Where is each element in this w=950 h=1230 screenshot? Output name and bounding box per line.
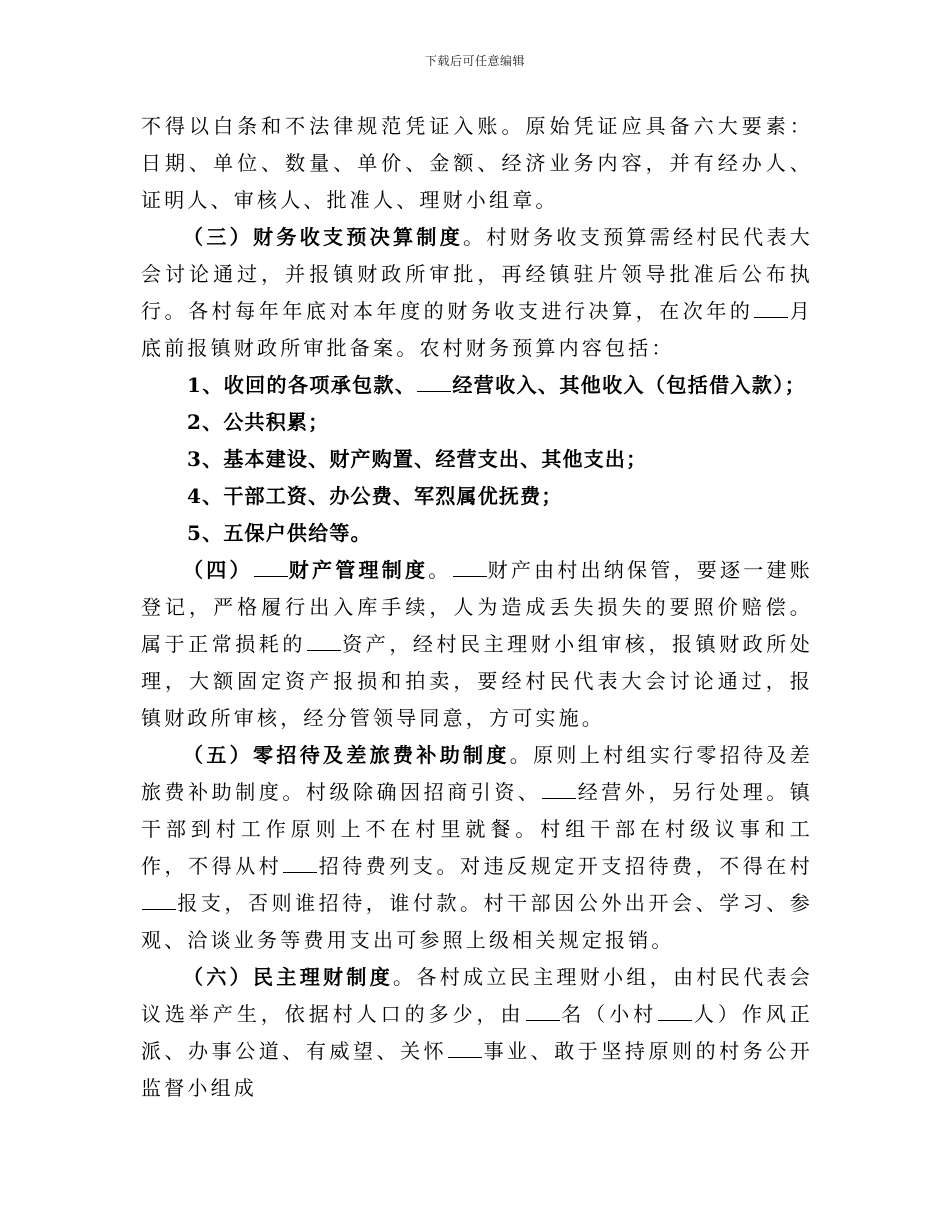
blank-field [307, 632, 341, 651]
list-item-1 [141, 367, 813, 404]
section-title-property-a: （四） [183, 558, 253, 582]
hospitality-text-d: 报支，否则谁招待，谁付款。村干部因公外出开会、学习、参观、洽谈业务等费用支出可参照上级相关规定报销。 [141, 891, 813, 952]
democratic-text-d: 事业、敢于坚持原则的村务公开监督小组成 [141, 1039, 813, 1100]
blank-field [283, 854, 317, 873]
section-title-budget: （三）财务收支预决算制度 [183, 225, 464, 249]
list-item-2: 2、公共积累； [187, 410, 330, 434]
blank-field [658, 1002, 692, 1021]
list-item-3: 3、基本建设、财产购置、经营支出、其他支出； [187, 447, 648, 471]
paragraph-vouchers: 不得以白条和不法律规范凭证入账。原始凭证应具备六大要素：日期、单位、数量、单价、金额、经济业务内容，并有经办人、证明人、审核人、批准人、理财小组章。 [141, 114, 813, 212]
list-item-5: 5、五保户供给等。 [187, 521, 372, 545]
hospitality-text-c: 招待费列支。对违反规定开支招待费，不得在村 [318, 854, 814, 878]
paragraph-property [141, 552, 813, 737]
hospitality-text-a: 。原则上村组实行零招待及差旅费补助制度。村级除确因招商引资、 [141, 743, 813, 804]
list-item-4: 4、干部工资、办公费、军烈属优抚费； [187, 484, 563, 508]
blank-field [526, 1002, 560, 1021]
property-text-a: 。 [428, 558, 452, 582]
blank-field [542, 780, 576, 799]
section-title-property-b: 财产管理制度 [288, 558, 429, 582]
blank-field [417, 373, 451, 392]
blank-field [142, 891, 176, 910]
list-item-1-text-b: 经营收入、其他收入（包括借入款）； [452, 373, 807, 397]
list-item-1-text-a: 1、收回的各项承包款、 [187, 373, 417, 397]
blank-field [254, 558, 288, 577]
page-header: 下载后可任意编辑 [424, 54, 525, 68]
section-title-hospitality: （五）零招待及差旅费补助制度 [183, 743, 510, 767]
paragraph-budget [141, 219, 813, 367]
democratic-text-a: 。各村成立民主理财小组，由村民代表会议选举产生，依据村人口的多少，由 [141, 965, 813, 1026]
budget-text-a: 。村财务收支预算需经村民代表大会讨论通过，并报镇财政所审批，再经镇驻片领导批准后公布执行。各村每年年底对本年度的财务收支进行决算，在次年的 [141, 225, 813, 323]
paragraph-hospitality [141, 737, 813, 959]
hospitality-text-b: 经营外，另行处理。镇干部到村工作原则上不在村里就餐。村组干部在村级议事和工作，不得从村 [141, 780, 814, 878]
property-text-b: 财产由村出纳保管，要逐一建账登记，严格履行出入库手续，人为造成丢失损失的要照价赔偿。属于正常损耗的 [141, 558, 813, 656]
property-text-c: 资产，经村民主理财小组审核，报镇财政所处理，大额固定资产报损和拍卖，要经村民代表大会讨论通过，报镇财政所审核，经分管领导同意，方可实施。 [141, 632, 813, 730]
paragraph-democratic [141, 959, 813, 1107]
blank-field [448, 1039, 482, 1058]
democratic-text-b: 名（小村 [560, 1002, 658, 1026]
section-title-democratic: （六）民主理财制度 [183, 965, 394, 989]
blank-field [453, 558, 487, 577]
democratic-text-c: 人）作风正派、办事公道、有威望、关怀 [141, 1002, 813, 1063]
blank-field [754, 299, 788, 318]
budget-text-b: 月底前报镇财政所审批备案。农村财务预算内容包括： [141, 299, 814, 360]
document-body [141, 108, 813, 1107]
